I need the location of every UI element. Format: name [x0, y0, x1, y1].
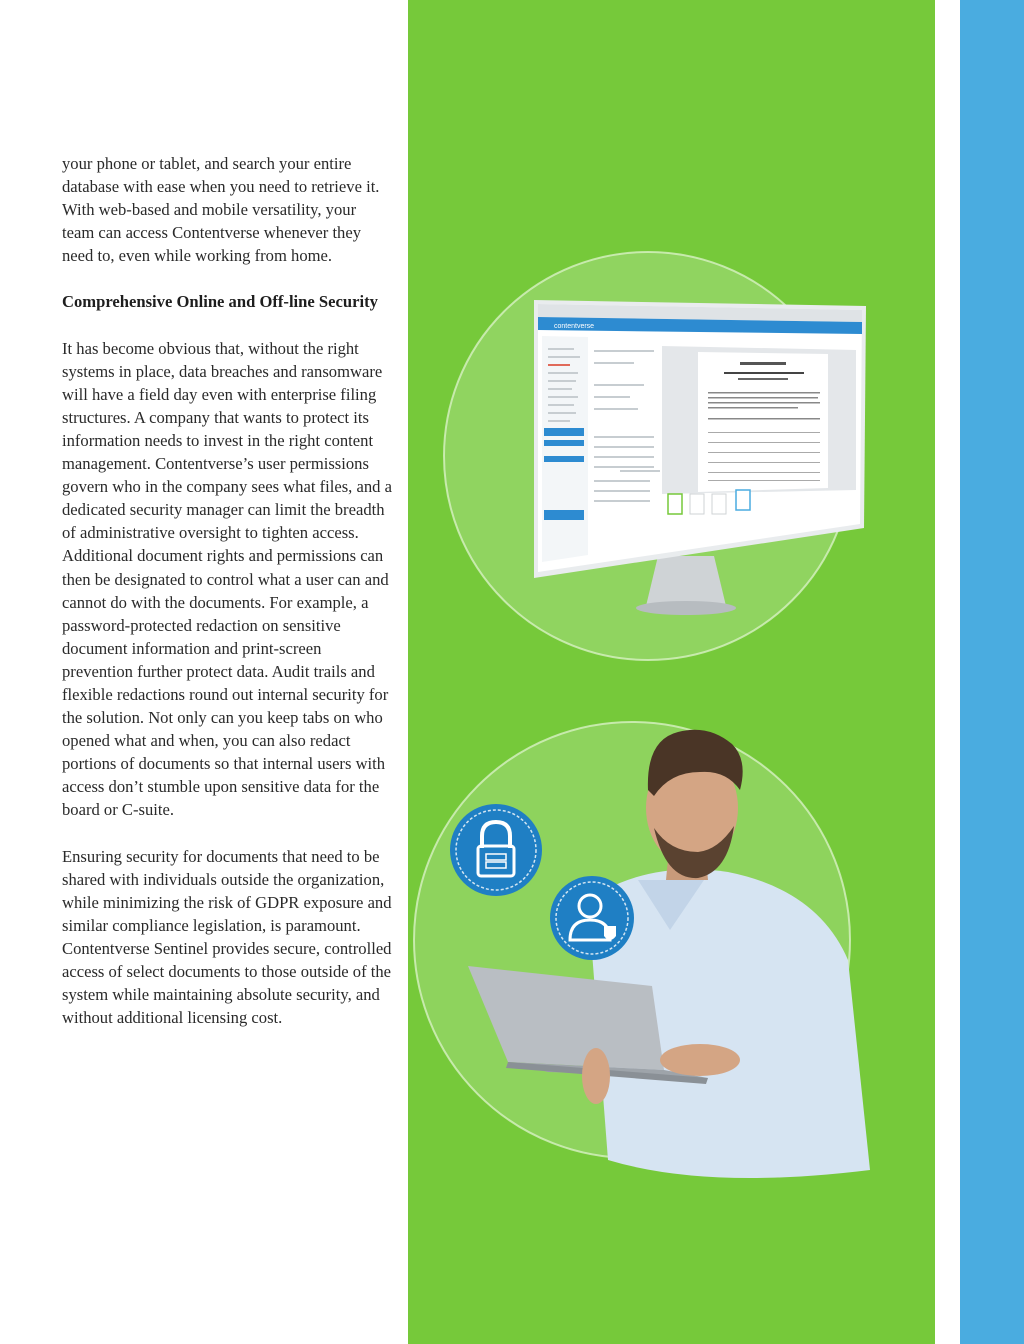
paragraph-security: It has become obvious that, without the right systems in place, data breaches and ransomware will have a field day even with enterprise filing structures. A company that wants to protect its information needs to invest in the right content management. Contentverse’s user permissions govern who in the company sees what files, and a dedicated security manager can limit the breadth of administrative oversight to tighten access. Additional document rights and permissions can then be designated to control what a user can and cannot do with the documents. For example, a password-protected redaction on sensitive document information and print-screen prevention further protect data. Audit trails and flexible redactions round out internal security for the solution. Not only can you keep tabs on who opened what and when, you can also redact portions of documents so that internal users with access don’t stumble upon sensitive data for the board or C-suite.: [62, 338, 392, 820]
panel-gap: [935, 0, 960, 1344]
app-logo-text: contentverse: [554, 323, 595, 330]
monitor-illustration: [444, 252, 866, 660]
section-heading-security: Comprehensive Online and Off-line Security: [62, 292, 378, 312]
padlock-icon-badge: [450, 804, 542, 896]
padlock-icon: [450, 804, 542, 896]
blue-edge-stripe: [960, 0, 1024, 1344]
paragraph-sentinel: Ensuring security for documents that need to be shared with individuals outside the organization, while minimizing the risk of GDPR exposure and similar compliance legislation, is paramount. Contentverse Sentinel provides secure, controlled access of select documents to those outside of the system while maintaining absolute security, and without additional licensing cost.: [62, 846, 392, 1028]
person-with-laptop-illustration: [414, 722, 870, 1178]
article-text-column: [62, 152, 392, 1052]
paragraph-mobile-access: your phone or tablet, and search your entire database with ease when you need to retrieve it. With web-based and mobile versatility, your team can access Contentverse whenever they need to, even while working from home.: [62, 154, 380, 266]
user-shield-icon: [550, 876, 634, 960]
illustration-art: [408, 0, 935, 1344]
monitor-stand: [646, 556, 726, 606]
